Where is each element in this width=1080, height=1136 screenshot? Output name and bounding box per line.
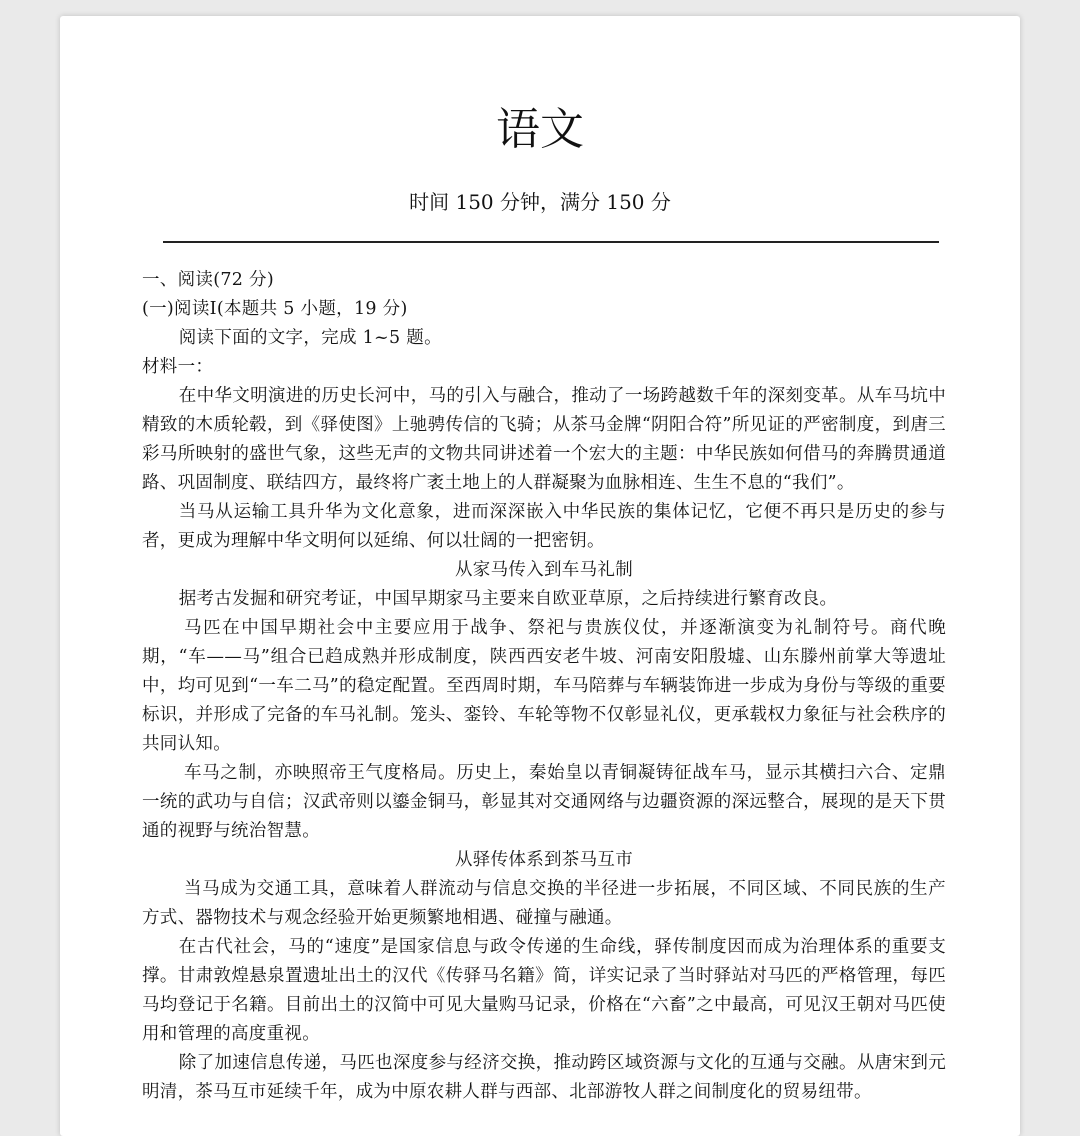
paragraph: 在中华文明演进的历史长河中，马的引入与融合，推动了一场跨越数千年的深刻变革。从车马坑中精致的木质轮毂，到《驿使图》上驰骋传信的飞骑；从茶马金牌“阴阳合符”所见证的严密制度，到唐三彩马所映射的盛世气象，这些无声的文物共同讲述着一个宏大的主题：中华民族如何借马的奔腾贯通道路、巩固制度、联结四方，最终将广袤土地上的人群凝聚为血脉相连、生生不息的“我们”。 bbox=[142, 386, 946, 493]
subheading: 从驿传体系到茶马互市 bbox=[455, 850, 633, 870]
section-heading: 一、阅读(72 分) bbox=[142, 270, 274, 290]
title-divider bbox=[163, 241, 939, 243]
document-body bbox=[142, 266, 946, 1107]
paragraph: 据考古发掘和研究考证，中国早期家马主要来自欧亚草原，之后持续进行繁育改良。 bbox=[178, 589, 838, 609]
paragraph: 马匹在中国早期社会中主要应用于战争、祭祀与贵族仪仗，并逐渐演变为礼制符号。商代晚期，“车——马”组合已趋成熟并形成制度，陕西西安老牛坡、河南安阳殷墟、山东滕州前掌大等遗址中，均可见到“一车二马”的稳定配置。至西周时期，车马陪葬与车辆装饰进一步成为身份与等级的重要标识，并形成了完备的车马礼制。笼头、銮铃、车轮等物不仅彰显礼仪，更承载权力象征与社会秩序的共同认知。 bbox=[142, 618, 946, 754]
subsection-heading: (一)阅读Ⅰ(本题共 5 小题，19 分) bbox=[142, 299, 408, 319]
paragraph: 当马成为交通工具，意味着人群流动与信息交换的半径进一步拓展，不同区域、不同民族的生产方式、器物技术与观念经验开始更频繁地相遇、碰撞与融通。 bbox=[142, 879, 946, 928]
document-page bbox=[60, 16, 1020, 1136]
paragraph: 车马之制，亦映照帝王气度格局。历史上，秦始皇以青铜凝铸征战车马，显示其横扫六合、定鼎一统的武功与自信；汉武帝则以鎏金铜马，彰显其对交通网络与边疆资源的深远整合，展现的是天下贯通的视野与统治智慧。 bbox=[142, 763, 946, 841]
paragraph: 当马从运输工具升华为文化意象，进而深深嵌入中华民族的集体记忆，它便不再只是历史的参与者，更成为理解中华文明何以延绵、何以壮阔的一把密钥。 bbox=[142, 502, 946, 551]
material-label: 材料一： bbox=[142, 357, 214, 377]
reading-instruction: 阅读下面的文字，完成 1~5 题。 bbox=[178, 328, 442, 348]
exam-time-info: 时间 150 分钟，满分 150 分 bbox=[409, 190, 671, 214]
paragraph: 除了加速信息传递，马匹也深度参与经济交换，推动跨区域资源与文化的互通与交融。从唐宋到元明清，茶马互市延续千年，成为中原农耕人群与西部、北部游牧人群之间制度化的贸易纽带。 bbox=[142, 1053, 946, 1102]
document-title: 语文 bbox=[496, 104, 584, 155]
paragraph: 在古代社会，马的“速度”是国家信息与政令传递的生命线，驿传制度因而成为治理体系的重要支撑。甘肃敦煌悬泉置遗址出土的汉代《传驿马名籍》简，详实记录了当时驿站对马匹的严格管理，每匹马均登记于名籍。目前出土的汉简中可见大量购马记录，价格在“六畜”之中最高，可见汉王朝对马匹使用和管理的高度重视。 bbox=[142, 937, 946, 1044]
subheading: 从家马传入到车马礼制 bbox=[455, 560, 633, 580]
